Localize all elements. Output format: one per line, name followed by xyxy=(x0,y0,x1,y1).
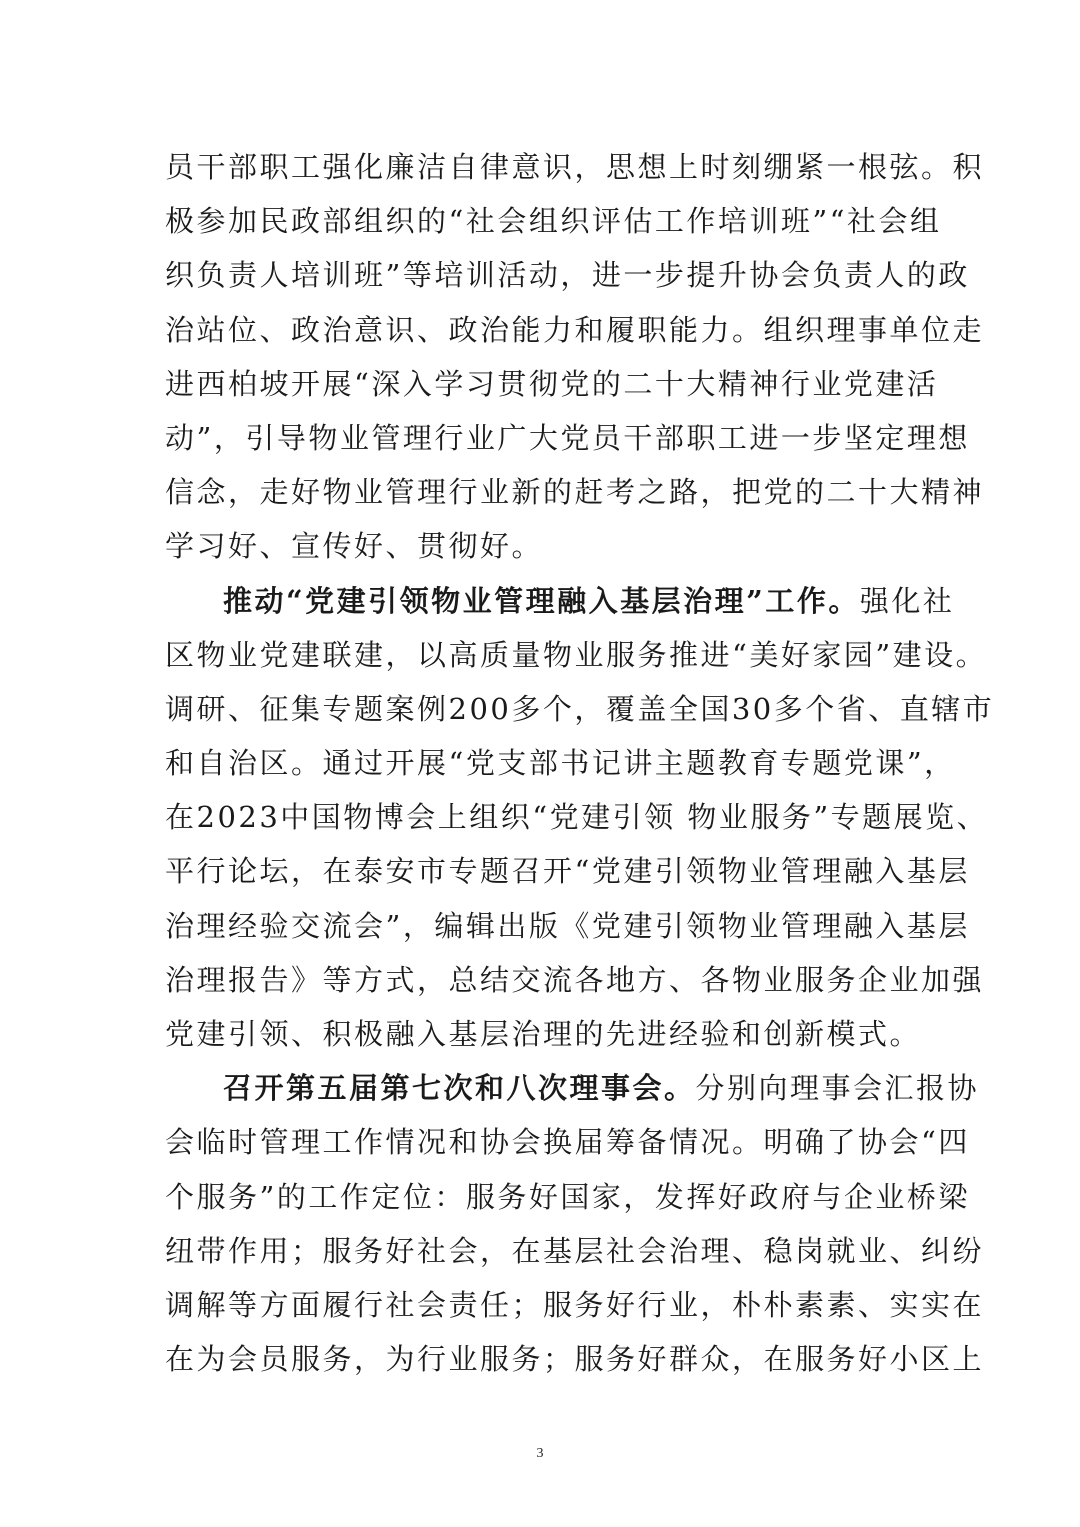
text-line: 进西柏坡开展“深入学习贯彻党的二十大精神行业党建活 xyxy=(165,366,939,401)
text-line: 个服务”的工作定位：服务好国家，发挥好政府与企业桥梁 xyxy=(165,1179,970,1214)
paragraph-text: 分别向理事会汇报协 xyxy=(695,1071,980,1106)
text-line: 员干部职工强化廉洁自律意识，思想上时刻绷紧一根弦。积 xyxy=(165,150,985,184)
text-line: 纽带作用；服务好社会，在基层社会治理、稳岗就业、纠纷 xyxy=(165,1233,985,1268)
paragraph-text: 强化社 xyxy=(859,583,955,618)
paragraph-first-line xyxy=(165,574,955,628)
text-line: 区物业党建联建，以高质量物业服务推进“美好家园”建设。 xyxy=(165,637,988,672)
body-text xyxy=(165,140,995,1386)
paragraph-lead: 召开第五届第七次和八次理事会。 xyxy=(223,1071,696,1106)
text-line: 治理报告》等方式，总结交流各地方、各物业服务企业加强 xyxy=(165,962,985,997)
page-number: 3 xyxy=(536,1446,544,1461)
paragraph-first-line xyxy=(165,1061,980,1115)
text-line: 会临时管理工作情况和协会换届筹备情况。明确了协会“四 xyxy=(165,1125,970,1160)
text-line: 党建引领、积极融入基层治理的先进经验和创新模式。 xyxy=(165,1017,922,1051)
text-line: 和自治区。通过开展“党支部书记讲主题教育专题党课”， xyxy=(165,746,956,781)
text-line: 在为会员服务，为行业服务；服务好群众，在服务好小区上 xyxy=(165,1342,985,1377)
paragraph-lead: 推动“党建引领物业管理融入基层治理”工作。 xyxy=(223,583,860,618)
text-line: 平行论坛，在泰安市专题召开“党建引领物业管理融入基层 xyxy=(165,854,970,889)
text-line: 治理经验交流会”，编辑出版《党建引领物业管理融入基层 xyxy=(165,908,970,943)
text-line: 学习好、宣传好、贯彻好。 xyxy=(165,529,544,564)
text-line: 极参加民政部组织的“社会组织评估工作培训班”“社会组 xyxy=(165,204,942,239)
text-line: 在2023中国物博会上组织“党建引领 物业服务”专题展览、 xyxy=(165,800,989,835)
text-line: 动”，引导物业管理行业广大党员干部职工进一步坚定理想 xyxy=(165,420,970,455)
text-line: 调研、征集专题案例200多个，覆盖全国30多个省、直辖市 xyxy=(165,691,995,726)
text-line: 信念，走好物业管理行业新的赶考之路，把党的二十大精神 xyxy=(165,475,985,510)
text-line: 织负责人培训班”等培训活动，进一步提升协会负责人的政 xyxy=(165,258,970,293)
text-line: 调解等方面履行社会责任；服务好行业，朴朴素素、实实在 xyxy=(165,1287,985,1322)
text-line: 治站位、政治意识、政治能力和履职能力。组织理事单位走 xyxy=(165,312,985,347)
